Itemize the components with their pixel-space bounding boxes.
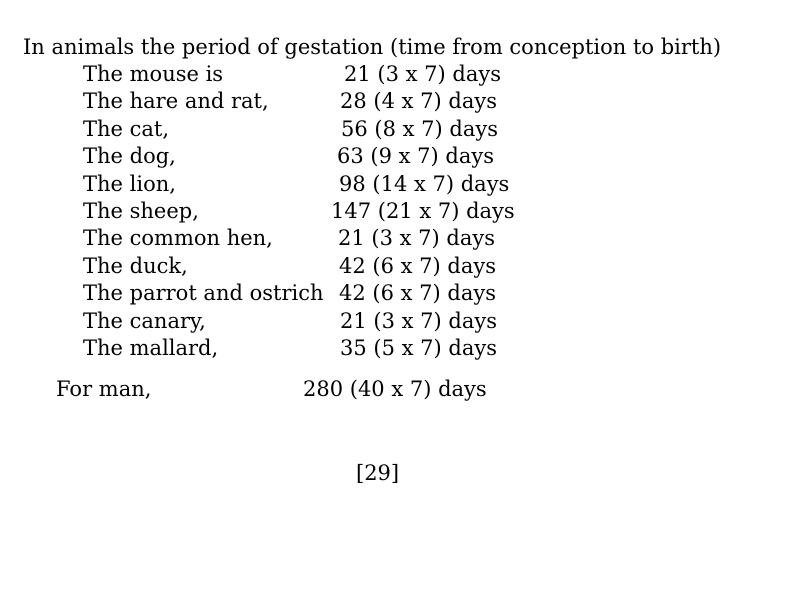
animal-name: The canary, xyxy=(83,308,206,333)
gestation-period: 21 (3 x 7) days xyxy=(344,62,501,86)
gestation-period: 35 (5 x 7) days xyxy=(340,335,497,360)
gestation-row-man xyxy=(56,376,556,404)
animal-name: The parrot and ostrich xyxy=(83,281,324,306)
animal-name: The common hen, xyxy=(83,226,273,251)
gestation-period: 98 (14 x 7) days xyxy=(339,171,510,196)
gestation-period: 21 (3 x 7) days xyxy=(338,226,495,251)
animal-name: The dog, xyxy=(83,144,176,169)
gestation-period: 42 (6 x 7) days xyxy=(339,253,496,278)
animal-name: The mouse is xyxy=(83,62,224,86)
animal-name: The sheep, xyxy=(83,198,199,223)
animal-name: The duck, xyxy=(83,253,188,278)
animal-name: The hare and rat, xyxy=(83,89,269,114)
animal-name: The mallard, xyxy=(83,335,219,360)
gestation-period: 56 (8 x 7) days xyxy=(341,116,498,141)
gestation-period: 21 (3 x 7) days xyxy=(340,308,497,333)
gestation-period: 63 (9 x 7) days xyxy=(337,144,494,169)
man-gestation-period: 280 (40 x 7) days xyxy=(303,377,487,401)
page-number: [29] xyxy=(356,461,400,485)
gestation-period: 42 (6 x 7) days xyxy=(339,281,496,306)
animal-name: The cat, xyxy=(83,116,170,141)
gestation-period: 28 (4 x 7) days xyxy=(340,89,497,114)
page-heading: In animals the period of gestation (time from conception to birth) xyxy=(23,35,722,59)
animal-name: The lion, xyxy=(83,171,176,196)
gestation-period: 147 (21 x 7) days xyxy=(331,198,515,223)
man-label: For man, xyxy=(56,377,152,401)
